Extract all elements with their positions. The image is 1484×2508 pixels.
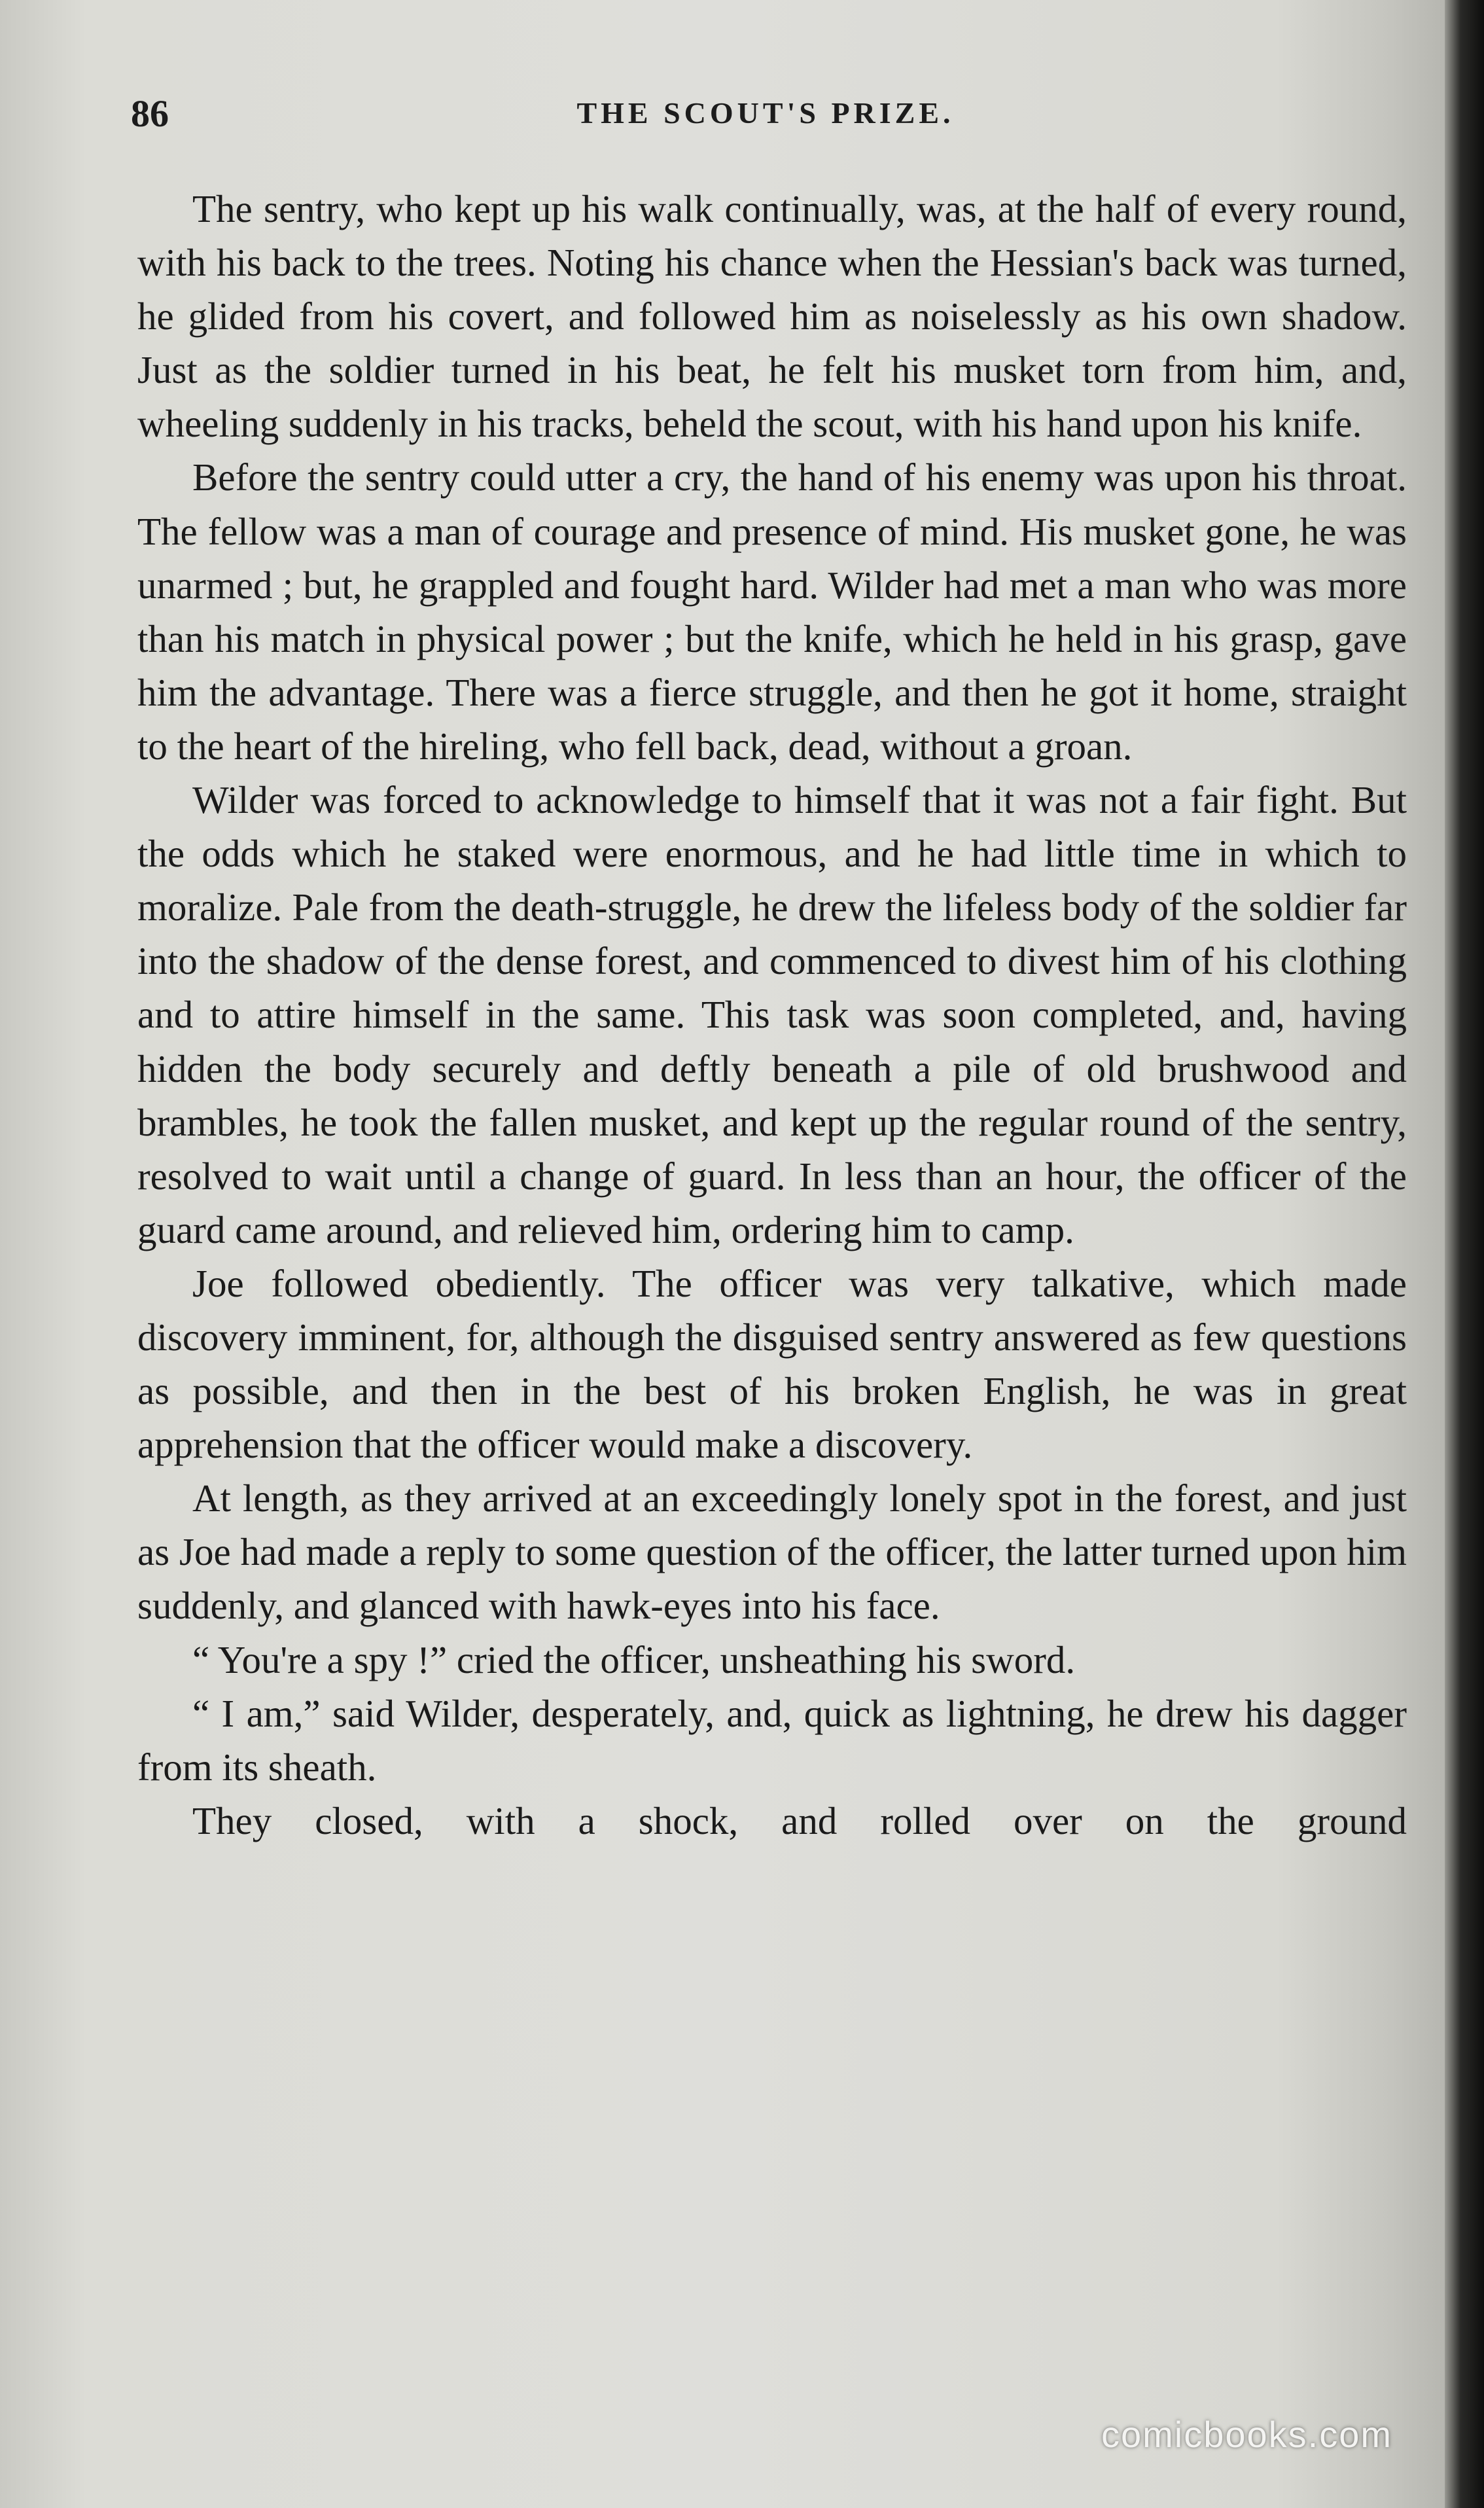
paragraph: The sentry, who kept up his walk continually, was, at the half of every round, with his back to the trees. Noting his chance when the Hessian's back was turned, he glided from his covert, and followed him as noiselessly as his own shadow. Just as the soldier turned in his beat, he felt his musket torn from him, and, wheeling suddenly in his tracks, beheld the scout, with his hand upon his knife. <box>137 187 1407 446</box>
book-spine-shadow <box>1445 0 1484 2508</box>
paragraph: Wilder was forced to acknowledge to himself that it was not a fair fight. But the odds which he staked were enormous, and he had little time in which to moralize. Pale from the death-struggle, he drew the lifeless body of the soldier far into the shadow of the dense forest, and commenced to divest him of his clothing and to attire himself in the same. This task was soon completed, and, having hidden the body securely and deftly beneath a pile of old brushwood and brambles, he took the fallen musket, and kept up the regular round of the sentry, resolved to wait until a change of guard. In less than an hour, the officer of the guard came around, and relieved him, ordering him to camp. <box>137 778 1407 1251</box>
page-number: 86 <box>131 92 169 135</box>
running-head: THE SCOUT'S PRIZE. <box>576 96 955 130</box>
page-header <box>131 92 1400 144</box>
paragraph: At length, as they arrived at an exceedingly lonely spot in the forest, and just as Joe had made a reply to some question of the officer, the latter turned upon him suddenly, and glanced with hawk-eyes into his face. <box>137 1477 1407 1628</box>
body-text <box>137 182 1407 1848</box>
paragraph: They closed, with a shock, and rolled over on the ground <box>192 1799 1407 1842</box>
paragraph: “ You're a spy !” cried the officer, unsheathing his sword. <box>192 1638 1076 1681</box>
watermark: comicbooks.com <box>1101 2414 1392 2455</box>
paragraph: Joe followed obediently. The officer was very talkative, which made discovery imminent, for, although the disguised sentry answered as few questions as possible, and then in the best of his broken English, he was in great apprehension that the officer would make a discovery. <box>137 1261 1407 1467</box>
paragraph: “ I am,” said Wilder, desperately, and, quick as lightning, he drew his dagger from its sheath. <box>137 1691 1407 1789</box>
paragraph: Before the sentry could utter a cry, the hand of his enemy was upon his throat. The fellow was a man of courage and presence of mind. His musket gone, he was unarmed ; but, he grappled and fought hard. Wilder had met a man who was more than his match in physical power ; but the knife, which he held in his grasp, gave him the advantage. There was a fierce struggle, and then he got it home, straight to the heart of the hireling, who fell back, dead, without a groan. <box>137 456 1407 768</box>
